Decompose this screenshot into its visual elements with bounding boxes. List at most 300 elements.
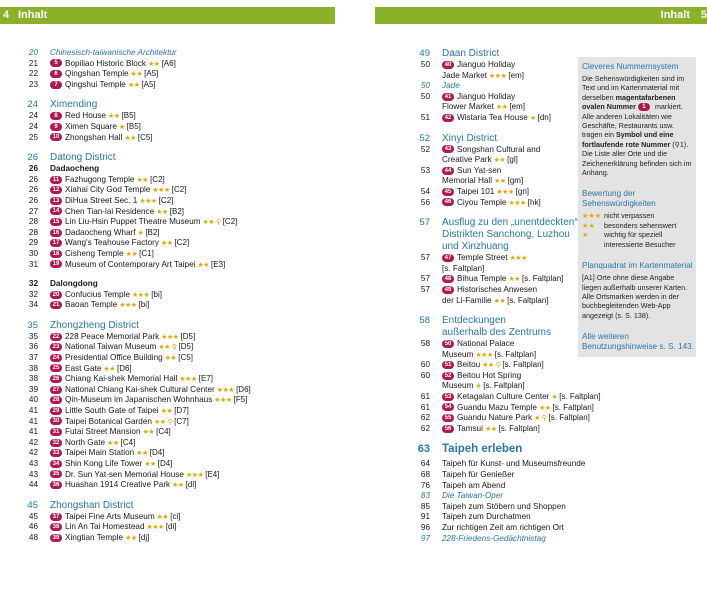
map-grid-ref: [gn] bbox=[515, 186, 529, 196]
entry-text-group bbox=[442, 502, 566, 513]
page-number: 21 bbox=[28, 58, 38, 68]
entry-title: Qingshui Temple bbox=[65, 79, 126, 89]
map-grid-ref: [s. Faltplan] bbox=[522, 274, 564, 284]
entry-text-group bbox=[50, 522, 177, 533]
toc-entry bbox=[8, 342, 333, 353]
numbering-text-3: (⚲1). Die Liste aller Orte und die Zeichenerklärung befinden sich im Anhang. bbox=[582, 139, 692, 178]
page-number: 20 bbox=[28, 48, 38, 57]
more-text: Alle weiteren Benutzungshinweise s. S. 143. bbox=[582, 332, 694, 352]
map-grid-ref: [bi] bbox=[151, 289, 162, 299]
entry-title: Qin-Museum im Japanischen Wohnhaus bbox=[65, 395, 213, 405]
toc-entry bbox=[8, 385, 333, 396]
section-spacer bbox=[8, 143, 333, 152]
toc-entry bbox=[400, 176, 575, 187]
entry-title: Zur richtigen Zeit am richtigen Ort bbox=[442, 523, 564, 532]
page-number: 97 bbox=[420, 533, 430, 543]
page-number: 38 bbox=[28, 374, 38, 384]
page-number: 58 bbox=[419, 315, 430, 327]
rating-stars: ★★★ bbox=[508, 199, 526, 207]
sight-number-badge: 36 bbox=[50, 481, 62, 489]
map-grid-ref: [C2] bbox=[171, 185, 187, 195]
toc-entry bbox=[400, 166, 575, 177]
page-number: 58 bbox=[420, 339, 430, 349]
page-number: 49 bbox=[419, 48, 430, 59]
sight-number-badge: 24 bbox=[50, 354, 62, 362]
entry-title: Ximen Square bbox=[65, 121, 117, 131]
grid-title: Planquadrat im Kartenmaterial bbox=[582, 261, 693, 271]
page-number: 40 bbox=[28, 395, 38, 405]
sight-number-badge: 51 bbox=[442, 361, 454, 369]
page-number bbox=[400, 264, 442, 275]
entry-text-group bbox=[442, 315, 506, 327]
left-page-header bbox=[0, 7, 335, 24]
entry-text-group bbox=[442, 113, 551, 124]
toc-section-heading bbox=[400, 241, 575, 253]
entry-title: Taipei 101 bbox=[457, 186, 495, 196]
kids-icon: ⚲ bbox=[171, 344, 177, 352]
entry-text-group bbox=[50, 364, 132, 375]
rating-row bbox=[582, 221, 695, 230]
sight-number-badge: 15 bbox=[50, 218, 62, 226]
page-number: 30 bbox=[28, 248, 38, 258]
entry-title: Beitou Hot Spring bbox=[457, 370, 522, 380]
rating-stars: ★★★ bbox=[496, 188, 514, 196]
map-grid-ref: [dj] bbox=[138, 532, 150, 542]
kids-icon: ⚲ bbox=[216, 219, 221, 227]
toc-entry bbox=[8, 228, 333, 239]
entry-title: Daan District bbox=[442, 48, 500, 59]
toc-entry bbox=[8, 249, 333, 260]
numbering-bold-2: Symbol und eine fortlaufende rote Nummer bbox=[582, 130, 674, 149]
page-number: 50 bbox=[420, 60, 430, 69]
page-number: 27 bbox=[28, 206, 38, 216]
page-number: 42 bbox=[28, 437, 38, 447]
entry-title: Cisheng Temple bbox=[65, 248, 124, 258]
rating-stars: ★★ bbox=[495, 104, 508, 112]
toc-entry bbox=[400, 264, 575, 275]
page-number: 26 bbox=[28, 195, 38, 205]
entry-text-group bbox=[50, 459, 172, 470]
toc-entry bbox=[8, 406, 333, 417]
entry-text-group bbox=[50, 279, 98, 290]
entry-text-group bbox=[50, 207, 184, 218]
sight-number-badge: 17 bbox=[50, 239, 62, 247]
entry-title: Xiahai City God Temple bbox=[65, 185, 151, 195]
entry-text-group bbox=[50, 59, 176, 70]
page-number bbox=[400, 229, 442, 241]
map-grid-ref: [C4] bbox=[156, 427, 171, 437]
toc-entry bbox=[400, 402, 594, 414]
entry-title: Lin Liu-Hsin Puppet Theatre Museum bbox=[65, 217, 201, 227]
rating-stars: ★★ bbox=[107, 439, 119, 447]
rating-stars: ★★ bbox=[158, 344, 170, 352]
sidebar-legend bbox=[582, 62, 695, 364]
sight-number-badge: 38 bbox=[50, 523, 62, 531]
toc-section-heading bbox=[400, 48, 575, 60]
sight-number-badge: 10 bbox=[50, 133, 62, 141]
rating-text: nicht verpassen bbox=[604, 211, 655, 221]
rating-stars: ★ bbox=[118, 123, 125, 131]
section-spacer bbox=[8, 491, 333, 500]
entry-text-group bbox=[50, 175, 165, 186]
entry-text-group bbox=[442, 274, 563, 285]
rating-stars: ★★★ bbox=[216, 386, 235, 394]
page-number bbox=[400, 241, 442, 253]
page-number: 48 bbox=[28, 532, 38, 542]
rating-stars: ★★ bbox=[160, 408, 173, 416]
page-number: 57 bbox=[420, 284, 430, 294]
map-grid-ref: [s. Faltplan] bbox=[502, 360, 544, 370]
sight-number-badge: 32 bbox=[50, 439, 62, 447]
page-number: 61 bbox=[420, 402, 430, 412]
map-grid-ref: [D4] bbox=[149, 448, 165, 458]
rating-stars: ★ bbox=[551, 394, 558, 402]
toc-entry bbox=[400, 360, 575, 371]
map-grid-ref: [bi] bbox=[138, 300, 150, 310]
map-grid-ref: [B5] bbox=[126, 121, 141, 131]
entry-title: Zhongzheng District bbox=[50, 319, 139, 331]
rating-stars: ★★ bbox=[156, 208, 168, 216]
entry-text-group bbox=[442, 481, 505, 492]
left-page-title: Inhalt bbox=[18, 9, 48, 21]
sight-number-badge: 52 bbox=[442, 372, 454, 380]
entry-title: außerhalb des Zentrums bbox=[442, 327, 551, 339]
rating-text: besonders sehenswert bbox=[604, 220, 677, 230]
entry-text-group bbox=[50, 122, 141, 133]
entry-title: der Li-Familie bbox=[442, 295, 492, 305]
entry-text-group bbox=[50, 260, 225, 271]
page-number: 44 bbox=[28, 480, 38, 490]
sight-number-badge: 53 bbox=[442, 393, 454, 401]
entry-text-group bbox=[442, 229, 570, 241]
page-number: 56 bbox=[420, 197, 430, 207]
page-number: 41 bbox=[28, 416, 38, 426]
page-number: 52 bbox=[419, 132, 430, 144]
page-number: 63 bbox=[417, 443, 430, 456]
map-grid-ref: [C1] bbox=[139, 248, 154, 258]
rating-stars: ★★ bbox=[124, 134, 136, 142]
entry-title: Entdeckungen bbox=[442, 315, 506, 327]
toc-entry bbox=[400, 350, 575, 361]
sight-number-badge: 41 bbox=[442, 93, 454, 101]
toc-entry bbox=[8, 175, 333, 186]
entry-text-group bbox=[442, 155, 518, 166]
entry-title: East Gate bbox=[65, 363, 102, 373]
entry-text-group bbox=[50, 500, 133, 512]
sight-number-badge: 31 bbox=[50, 428, 62, 436]
numbering-bold-1: magentafarbenen ovalen Nummer bbox=[582, 92, 676, 112]
entry-text-group bbox=[442, 176, 523, 187]
page-number: 36 bbox=[28, 342, 38, 352]
entry-title: Ximending bbox=[50, 99, 98, 111]
toc-entry bbox=[400, 534, 575, 545]
entry-title: Beitou bbox=[457, 360, 481, 370]
rating-stars: ★★★ bbox=[582, 211, 602, 221]
rating-stars: ★★★ bbox=[475, 351, 493, 359]
page-number: 26 bbox=[27, 152, 38, 164]
map-grid-ref: [C2] bbox=[150, 174, 165, 184]
page-number: 35 bbox=[28, 331, 38, 341]
toc-section-heading bbox=[8, 500, 333, 512]
toc-entry bbox=[400, 92, 575, 103]
map-grid-ref: [E7] bbox=[198, 374, 213, 384]
entry-title: Jianguo Holiday bbox=[457, 60, 516, 69]
entry-title: Creative Park bbox=[442, 155, 492, 165]
entry-title: Historisches Anwesen bbox=[457, 284, 538, 294]
entry-text-group bbox=[442, 187, 529, 198]
toc-entry bbox=[400, 512, 575, 523]
page-number: 42 bbox=[28, 448, 38, 458]
entry-text-group bbox=[442, 534, 546, 545]
toc-entry bbox=[400, 371, 575, 382]
entry-text-group bbox=[50, 69, 158, 80]
rating-stars: ★★ bbox=[494, 178, 506, 186]
entry-title: Taipeh am Abend bbox=[442, 480, 506, 490]
page-number bbox=[400, 102, 442, 113]
rating-stars: ★★★ bbox=[161, 333, 179, 341]
entry-text-group bbox=[442, 166, 501, 177]
map-grid-ref: [B5] bbox=[121, 111, 136, 121]
map-grid-ref: [s. Faltplan] bbox=[552, 402, 594, 412]
entry-text-group bbox=[50, 164, 99, 175]
map-grid-ref: [di] bbox=[165, 522, 177, 532]
entry-text-group bbox=[50, 133, 153, 144]
map-grid-ref: [gm] bbox=[507, 176, 524, 186]
toc-entry bbox=[8, 238, 333, 249]
page-number: 85 bbox=[420, 501, 430, 511]
rating-stars: ★★ bbox=[484, 425, 497, 433]
entry-text-group bbox=[442, 264, 484, 275]
page-number: 45 bbox=[28, 511, 38, 521]
sight-number-badge: 56 bbox=[442, 425, 454, 433]
toc-entry bbox=[8, 395, 333, 406]
entry-text-group bbox=[50, 185, 186, 196]
entry-title: Distrikten Sanchong, Luzhou bbox=[442, 229, 570, 241]
map-grid-ref: [C2] bbox=[174, 238, 190, 248]
entry-title: Shin Kong Life Tower bbox=[65, 459, 143, 468]
sight-number-badge: 39 bbox=[50, 534, 62, 542]
toc-middle-column bbox=[400, 48, 601, 544]
entry-title: Taipei Botanical Garden bbox=[65, 416, 152, 426]
entry-title: National Palace bbox=[457, 339, 515, 349]
toc-section-heading bbox=[8, 152, 333, 164]
entry-title: Tamsui bbox=[457, 423, 483, 433]
rating-stars: ★★★ bbox=[214, 397, 232, 405]
entry-title: Xinyi District bbox=[442, 132, 498, 144]
numbering-text-1: Die Sehenswürdigkeiten sind im Text und im Kartenmaterial mit derselben bbox=[582, 74, 685, 102]
toc-section-heading bbox=[400, 443, 575, 455]
toc-entry bbox=[8, 207, 333, 218]
entry-title: Little South Gate of Taipei bbox=[65, 406, 159, 416]
entry-title: Datong District bbox=[50, 152, 116, 164]
page-number: 29 bbox=[28, 238, 38, 248]
entry-title: Dr. Sun Yat-sen Memorial House bbox=[65, 469, 184, 479]
sight-number-badge: 29 bbox=[50, 407, 62, 415]
entry-title: National Chiang Kai-shek Cultural Center bbox=[65, 384, 215, 394]
toc-entry bbox=[400, 253, 575, 264]
kids-icon: ⚲ bbox=[495, 362, 501, 370]
entry-title: Wistaria Tea House bbox=[457, 112, 528, 122]
rating-row bbox=[582, 211, 695, 220]
toc-entry bbox=[8, 459, 333, 470]
map-grid-ref: [B2] bbox=[145, 227, 160, 237]
entry-title: Chen Tian-lai Residence bbox=[65, 206, 155, 216]
page-number bbox=[400, 327, 442, 339]
entry-title: Sun Yat-sen bbox=[457, 165, 502, 175]
entry-title: Baoan Temple bbox=[65, 300, 118, 310]
page-number: 41 bbox=[28, 427, 38, 437]
entry-title: Guandu Nature Park bbox=[457, 413, 533, 423]
entry-text-group bbox=[442, 403, 594, 414]
toc-section-heading bbox=[8, 99, 333, 111]
toc-section-heading bbox=[400, 327, 575, 339]
entry-title: North Gate bbox=[65, 437, 106, 447]
entry-text-group bbox=[442, 48, 499, 60]
rating-stars: ★★ bbox=[156, 513, 169, 521]
sight-number-badge: 26 bbox=[50, 375, 62, 383]
rating-stars: ★★ bbox=[136, 176, 149, 184]
entry-text-group bbox=[442, 512, 531, 523]
toc-entry bbox=[8, 164, 333, 175]
rating-stars: ★★ bbox=[493, 157, 506, 165]
page-number: 26 bbox=[28, 185, 38, 195]
entry-text-group bbox=[442, 241, 509, 253]
sight-number-badge: 16 bbox=[50, 229, 62, 237]
rating-stars: ★★★ bbox=[119, 302, 137, 310]
page-number bbox=[400, 155, 442, 166]
entry-text-group bbox=[50, 385, 251, 396]
entry-title: Zhongshan Hall bbox=[65, 132, 123, 142]
entry-text-group bbox=[50, 353, 193, 364]
rating-stars: ★★ bbox=[107, 113, 120, 121]
numbering-title: Cleveres Nummernsystem bbox=[582, 62, 679, 71]
toc-entry bbox=[400, 470, 575, 481]
sight-number-badge: 48 bbox=[442, 275, 454, 283]
entry-text-group bbox=[442, 339, 514, 350]
entry-title: Wang's Teahouse Factory bbox=[65, 238, 159, 248]
page-number: 62 bbox=[420, 413, 430, 423]
entry-text-group bbox=[442, 296, 549, 307]
map-grid-ref: [s. Faltplan] bbox=[559, 392, 601, 402]
map-grid-ref: [F5] bbox=[233, 395, 248, 405]
sight-number-badge: 34 bbox=[50, 460, 62, 468]
page-number: 28 bbox=[28, 217, 38, 227]
rating-stars: ★★ bbox=[130, 71, 143, 79]
toc-section-heading bbox=[400, 229, 575, 241]
toc-entry bbox=[400, 502, 575, 513]
page-number: 31 bbox=[28, 259, 38, 269]
sight-number-badge: 47 bbox=[442, 254, 454, 262]
sight-number-badge: 8 bbox=[50, 112, 62, 120]
toc-entry bbox=[8, 512, 333, 523]
grid-text: [A1] Orte ohne diese Angabe liegen außerhalb unserer Karten. Alle Ortsmarken werden in der buchbegleitenden Web-App angezeigt (s. S. 138). bbox=[582, 273, 688, 320]
rating-stars: ★ bbox=[534, 415, 540, 423]
entry-text-group bbox=[50, 80, 156, 91]
page-number: 52 bbox=[420, 144, 430, 154]
sight-number-badge: 49 bbox=[442, 286, 454, 294]
map-grid-ref: [hk] bbox=[527, 197, 541, 207]
rating-stars: ★★ bbox=[144, 461, 156, 468]
entry-title: Die Taiwan-Oper bbox=[442, 491, 504, 501]
sight-number-badge: 43 bbox=[442, 145, 454, 153]
entry-text-group bbox=[442, 198, 541, 209]
sight-number-badge: 55 bbox=[442, 414, 454, 422]
entry-title: Temple Street bbox=[457, 253, 508, 263]
entry-title: Qingshan Temple bbox=[65, 69, 129, 79]
entry-title: 228 Peace Memorial Park bbox=[65, 331, 160, 341]
rating-stars: ★★★ bbox=[509, 255, 527, 263]
page-number: 24 bbox=[28, 121, 38, 131]
toc-entry bbox=[400, 392, 601, 403]
entry-title: Taipeh zum Durchatmen bbox=[442, 512, 531, 522]
page-number: 32 bbox=[28, 289, 38, 299]
page-number: 24 bbox=[27, 99, 38, 111]
right-page-title: Inhalt bbox=[660, 9, 690, 21]
map-grid-ref: [s. Faltplan] bbox=[548, 413, 590, 423]
rating-stars: ★★★ bbox=[489, 72, 507, 80]
page-number: 53 bbox=[420, 165, 430, 175]
sight-number-badge: 21 bbox=[50, 301, 62, 309]
entry-title: Taipei Fine Arts Museum bbox=[65, 511, 155, 521]
entry-title: Dadaocheng bbox=[50, 164, 100, 174]
entry-text-group bbox=[442, 470, 514, 481]
entry-text-group bbox=[50, 99, 97, 111]
page-number: 91 bbox=[420, 512, 430, 522]
entry-text-group bbox=[442, 424, 540, 435]
entry-text-group bbox=[442, 253, 527, 264]
page-number: 22 bbox=[28, 69, 38, 79]
map-grid-ref: [C5] bbox=[137, 132, 153, 142]
page-number bbox=[400, 176, 442, 187]
entry-text-group bbox=[50, 48, 177, 59]
entry-text-group bbox=[442, 371, 521, 382]
page-number bbox=[400, 296, 442, 307]
sight-number-badge: 46 bbox=[442, 198, 454, 206]
sight-number-badge: 22 bbox=[50, 333, 62, 341]
section-spacer bbox=[400, 306, 575, 315]
map-grid-ref: [D5] bbox=[178, 342, 194, 352]
section-spacer bbox=[400, 124, 575, 133]
entry-text-group bbox=[50, 332, 195, 343]
entry-text-group bbox=[442, 81, 460, 92]
entry-text-group bbox=[50, 438, 135, 449]
map-grid-ref: [s. Faltplan] bbox=[507, 295, 549, 305]
page-number: 38 bbox=[28, 363, 38, 373]
entry-text-group bbox=[442, 145, 540, 156]
entry-title: Confucius Temple bbox=[65, 289, 130, 299]
entry-title: Taipei Main Station bbox=[65, 448, 135, 458]
toc-entry bbox=[8, 185, 333, 196]
entry-text-group bbox=[50, 238, 189, 249]
entry-text-group bbox=[50, 427, 171, 438]
rating-stars: ★★★ bbox=[152, 187, 170, 195]
map-grid-ref: [A6] bbox=[161, 58, 176, 68]
right-page-number: 5 bbox=[700, 9, 707, 21]
page-number: 25 bbox=[28, 132, 38, 142]
map-grid-ref: [gl] bbox=[507, 155, 518, 165]
toc-entry bbox=[8, 80, 333, 91]
section-spacer bbox=[8, 311, 333, 320]
rating-stars: ★★★ bbox=[185, 471, 204, 479]
page-number: 41 bbox=[28, 406, 38, 416]
map-grid-ref: [D6] bbox=[116, 363, 132, 373]
section-spacer bbox=[400, 434, 575, 443]
map-grid-ref: [C2] bbox=[222, 217, 238, 227]
page-number: 26 bbox=[28, 164, 38, 174]
sight-number-badge: 23 bbox=[50, 343, 62, 351]
page-number: 39 bbox=[28, 384, 38, 394]
rating-stars: ★★ bbox=[172, 482, 184, 490]
